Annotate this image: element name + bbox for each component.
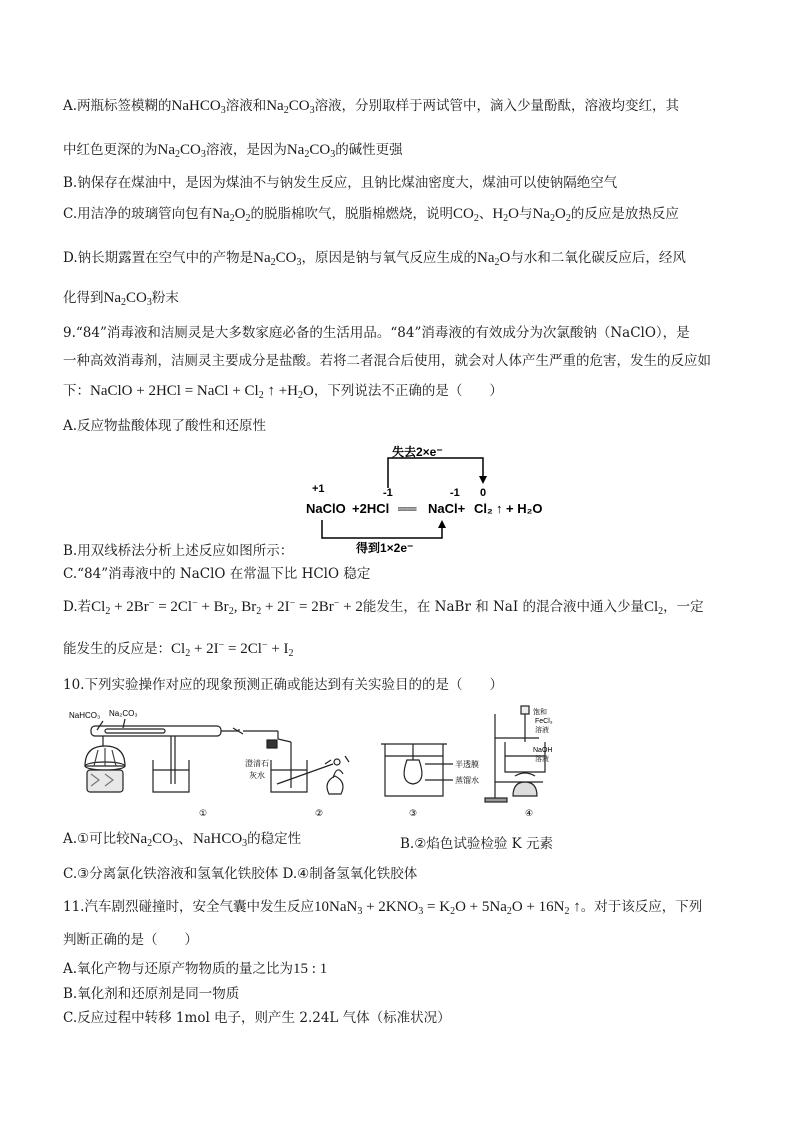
label-n2: ②: [315, 809, 324, 819]
apparatus-3: [381, 744, 479, 819]
eq-nacl: NaCl+: [428, 501, 466, 516]
q8-option-a-line2: 中红色更深的为$Na_2CO_3$溶液，是因为$Na_2CO_3$的碱性更强: [63, 142, 403, 160]
q10-option-c-d: C.③分离氯化铁溶液和氢氧化铁胶体 D.④制备氢氧化铁胶体: [63, 866, 418, 882]
label-nahco3: NaHCO₃: [69, 711, 101, 720]
q11-option-b: B.氧化剂和还原剂是同一物质: [63, 986, 240, 1002]
label-n1: ①: [199, 809, 208, 819]
ox-num-4: 0: [480, 487, 487, 499]
lose-electron-bridge: [388, 458, 483, 488]
q8-option-b: B.钠保存在煤油中，是因为煤油不与钠发生反应，且钠比煤油密度大，煤油可以使钠隔绝空气: [63, 175, 618, 191]
eq-naclo: NaClO: [306, 501, 346, 516]
label-limewater-1: 澄清石: [245, 759, 269, 768]
label-n3: ③: [409, 809, 418, 819]
q9-option-d-line2: 能发生的反应是：$Cl_2 + 2I^- = 2Cl^- + I_2$: [63, 640, 294, 659]
lose-electron-label: 失去2×e⁻: [392, 445, 443, 459]
q11-stem-line1: 11.汽车剧烈碰撞时，安全气囊中发生反应$10NaN_3 + 2KNO_3 = K_2O + 5Na_2O + 16N_2$ ↑。对于该反应，下列: [63, 899, 703, 917]
q11-ratio: 15 : 1: [293, 961, 328, 977]
q9-option-d-line1: D.若$Cl_2 + 2Br^- = 2Cl^- + Br_2$, $Br_2 + 2I^- = 2Br^- + 2$能发生，在 NaBr 和 NaI 的混合液中通入少量$Cl_2$，一定: [63, 598, 704, 617]
ox-num-3: -1: [450, 487, 460, 499]
ox-num-1: +1: [312, 483, 325, 495]
label-semipermeable: 半透膜: [455, 760, 479, 769]
eq-h2o: + H₂O: [506, 501, 543, 516]
label-naoh-2: 溶液: [535, 756, 549, 763]
label-naoh-1: NaOH: [533, 747, 553, 754]
q9-stem-line1: 9.“84”消毒液和洁厕灵是大多数家庭必备的生活用品。“84”消毒液的有效成分为次氯酸钠（NaClO），是: [63, 325, 690, 341]
q9-option-c: C.“84”消毒液中的 NaClO 在常温下比 HClO 稳定: [63, 566, 371, 582]
q8-option-a-line1: A.两瓶标签模糊的NaHCO$_3$溶液和$Na_2CO_3$溶液，分别取样于两试管中，滴入少量酚酞，溶液均变红，其: [63, 98, 680, 116]
q11-option-a: A.氧化产物与还原产物物质的量之比为15 : 1: [63, 961, 328, 977]
q8-option-c: C.用洁净的玻璃管向包有$Na_2O_2$的脱脂棉吹气，脱脂棉燃烧，说明$CO_2$、$H_2O$与$Na_2O_2$的反应是放热反应: [63, 206, 679, 224]
q9-option-b: B.用双线桥法分析上述反应如图所示：: [63, 543, 294, 559]
double-bridge-diagram: [300, 442, 570, 554]
q10-stem: 10.下列实验操作对应的现象预测正确或能达到有关实验目的的是（ ）: [63, 677, 503, 693]
eq-equals: ══: [398, 501, 417, 516]
q9-stem-line3: 下：NaClO + 2HCl = NaCl + $Cl_2$ ↑ $+H_2O$，下列说法不正确的是（ ）: [63, 383, 503, 401]
q10-apparatus-figure: [63, 704, 583, 822]
eq-cl2: Cl₂: [474, 501, 493, 516]
label-n4: ④: [525, 809, 534, 819]
q11-stem-line2: 判断正确的是（ ）: [63, 932, 198, 948]
apparatus-2: [267, 740, 349, 819]
q10-option-a: A.①可比较$Na_2CO_3$、NaHCO$_3$的稳定性: [63, 831, 302, 849]
label-fecl3-3: 溶液: [535, 727, 549, 734]
label-fecl3-2: FeCl₃: [535, 718, 553, 725]
q10-option-b: B.②焰色试验检验 K 元素: [400, 836, 553, 852]
ox-num-2: -1: [383, 487, 393, 499]
label-limewater-2: 灰水: [249, 771, 265, 780]
apparatus-4: [485, 706, 553, 819]
q11-option-c: C.反应过程中转移 1mol 电子，则产生 2.24L 气体（标准状况）: [63, 1010, 451, 1026]
label-fecl3-1: 饱和: [533, 709, 547, 716]
q8-option-d-line1: D.钠长期露置在空气中的产物是$Na_2CO_3$，原因是钠与氧气反应生成的$Na_2O$与水和二氧化碳反应后，经风: [63, 250, 686, 268]
label-na2co3: Na₂CO₃: [109, 709, 138, 718]
label-distilled-water: 蒸馏水: [455, 776, 479, 785]
q9-option-a: A.反应物盐酸体现了酸性和还原性: [63, 418, 267, 434]
gain-electron-bridge: [322, 520, 442, 538]
gain-electron-label: 得到1×2e⁻: [356, 541, 414, 554]
q9-stem-line2: 一种高效消毒剂，洁厕灵主要成分是盐酸。若将二者混合后使用，就会对人体产生严重的危害，发生的反应如: [63, 353, 711, 369]
eq-hcl: +2HCl: [352, 501, 390, 516]
q8-option-d-line2: 化得到$Na_2CO_3$粉末: [63, 290, 179, 308]
apparatus-1: [69, 709, 307, 819]
eq-gas-arrow: ↑: [496, 501, 503, 516]
